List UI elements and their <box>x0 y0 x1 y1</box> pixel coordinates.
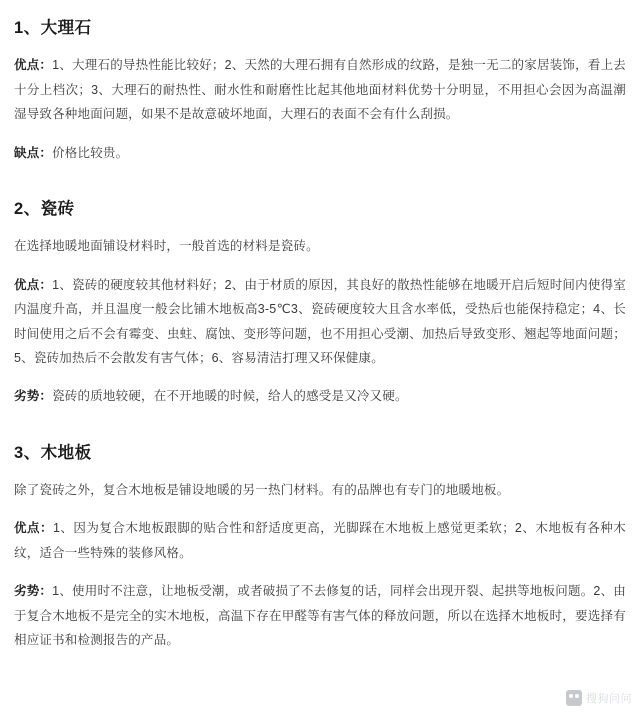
paragraph-lead: 优点： <box>14 521 53 536</box>
paragraph-text: 在选择地暖地面铺设材料时，一般首选的材料是瓷砖。 <box>14 239 319 254</box>
qiyu-logo-icon <box>566 690 582 706</box>
paragraph-text: 1、使用时不注意，让地板受潮，或者破损了不去修复的话，同样会出现开裂、起拱等地板问题。2、由于复合木地板不是完全的实木地板，高温下存在甲醛等有害气体的释放问题，所以在选择木地板时，要选择有相应证书和检测报告的产品。 <box>14 584 626 647</box>
paragraph-lead: 优点： <box>14 277 53 292</box>
paragraph-text: 瓷砖的质地较硬，在不开地暖的时候，给人的感受是又冷又硬。 <box>52 389 408 404</box>
paragraph-lead: 缺点： <box>14 145 53 160</box>
paragraph-text: 除了瓷砖之外，复合木地板是铺设地暖的另一热门材料。有的品牌也有专门的地暖地板。 <box>14 483 510 498</box>
paragraph-text: 1、大理石的导热性能比较好；2、天然的大理石拥有自然形成的纹路，是独一无二的家居装饰，看上去十分上档次；3、大理石的耐热性、耐水性和耐磨性比起其他地面材料优势十分明显，不用担心会因为高温潮湿导致各种地面问题，如果不是故意破坏地面，大理石的表面不会有什么刮损。 <box>14 58 626 122</box>
paragraph-marble-pros <box>14 53 626 126</box>
section-spacer <box>14 423 626 429</box>
paragraph-lead: 优点： <box>14 58 53 73</box>
section-title-tile: 2、瓷砖 <box>14 199 75 218</box>
paragraph-text: 1、瓷砖的硬度较其他材料好；2、由于材质的原因，其良好的散热性能够在地暖开启后短时间内使得室内温度升高，并且温度一般会比铺木地板高3-5℃3、瓷砖硬度较大且含水率低，受热后也能保持稳定；4、长时间使用之后不会有霉变、虫蛀、腐蚀、变形等问题，也不用担心受潮、加热后导致变形、翘起等地面问题；5、瓷砖加热后不会散发有害气体；6、容易清洁打理又环保健康。 <box>14 277 626 365</box>
paragraph-text: 1、因为复合木地板跟脚的贴合性和舒适度更高，光脚踩在木地板上感觉更柔软；2、木地板有各种木纹，适合一些特殊的装修风格。 <box>14 521 626 560</box>
watermark <box>566 690 632 706</box>
paragraph-wood-intro <box>14 478 626 502</box>
paragraph-marble-cons <box>14 141 626 165</box>
watermark-label: 搜狗问问 <box>586 693 632 705</box>
section-title-wood-floor: 3、木地板 <box>14 443 92 462</box>
paragraph-tile-intro <box>14 234 626 258</box>
paragraph-wood-cons <box>14 579 626 652</box>
paragraph-text: 价格比较贵。 <box>52 145 129 160</box>
paragraph-tile-pros <box>14 273 626 371</box>
paragraph-lead: 劣势： <box>14 389 53 404</box>
paragraph-tile-cons <box>14 384 626 408</box>
paragraph-lead: 劣势： <box>14 584 53 599</box>
paragraph-wood-pros <box>14 516 626 565</box>
section-spacer <box>14 179 626 185</box>
section-title-marble: 1、大理石 <box>14 19 92 37</box>
